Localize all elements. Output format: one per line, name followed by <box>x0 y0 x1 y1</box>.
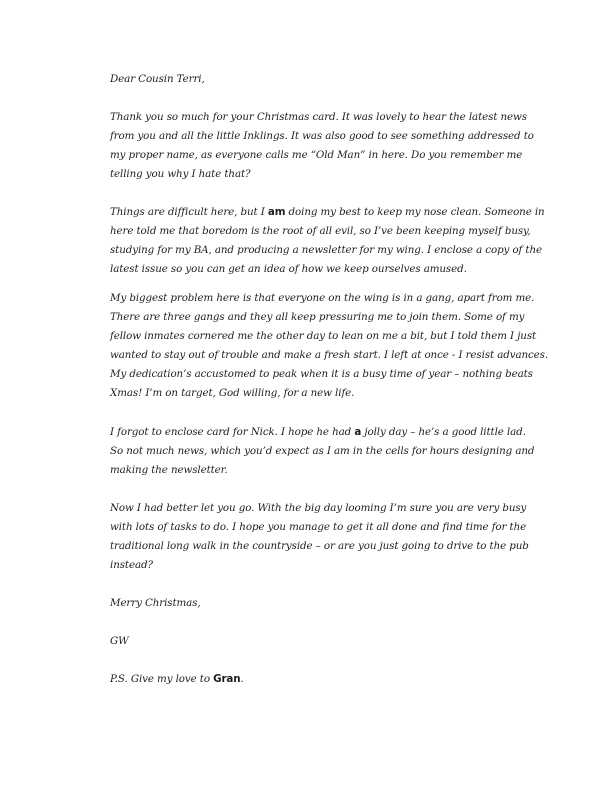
paragraph-thanks: Thank you so much for your Christmas card. It was lovely to hear the latest news from you and all the little Inklings. It was also good to see something addressed to my proper name, as everyone calls me “Old Man” in here. Do you remember me telling you why I hate that? <box>110 111 534 180</box>
paragraph-farewell: Now I had better let you go. With the big day looming I’m sure you are very busy with lots of tasks to do. I hope you manage to get it all done and find time for the traditional long walk in the countryside – or are you just going to drive to the pub instead? <box>110 502 529 571</box>
postscript <box>110 670 550 689</box>
emphasis-am: am <box>267 206 286 218</box>
paragraph-text: jolly day – he’s a good little lad. <box>361 426 526 438</box>
postscript-text: P.S. Give my love to <box>110 673 214 685</box>
emphasis-gran: Gran <box>213 673 241 685</box>
paragraph-text: Things are difficult here, but I <box>110 206 268 218</box>
paragraph-difficulties <box>110 203 550 279</box>
salutation: Dear Cousin Terri, <box>110 73 205 85</box>
paragraph-text: doing my best to keep my nose clean. Someone in here told me that boredom is the root of all evil, so I’ve been keeping myself busy, studying for my BA, and producing a newsletter for my wing. I enclose a copy of the latest issue so you can get an idea of how we keep ourselves amused. <box>110 206 545 275</box>
closing: Merry Christmas, <box>110 597 201 609</box>
paragraph-text: I forgot to enclose card for Nick. I hope he had <box>110 426 355 438</box>
letter-body <box>110 70 550 689</box>
postscript-text: . <box>240 673 244 685</box>
paragraph-nick <box>110 423 550 480</box>
signature: GW <box>110 635 129 647</box>
emphasis-a: a <box>354 426 362 438</box>
paragraph-text: So not much news, which you’d expect as I am in the cells for hours designing and making the newsletter. <box>110 445 535 476</box>
paragraph-gangs: My biggest problem here is that everyone on the wing is in a gang, apart from me. There are three gangs and they all keep pressuring me to join them. Some of my fellow inmates cornered me the other day to lean on me a bit, but I told them I just wanted to stay out of trouble and make a fresh start. I left at once - I resist advances. My dedication’s accustomed to peak when it is a busy time of year – nothing beats Xmas! I’m on target, God willing, for a new life. <box>110 292 549 399</box>
